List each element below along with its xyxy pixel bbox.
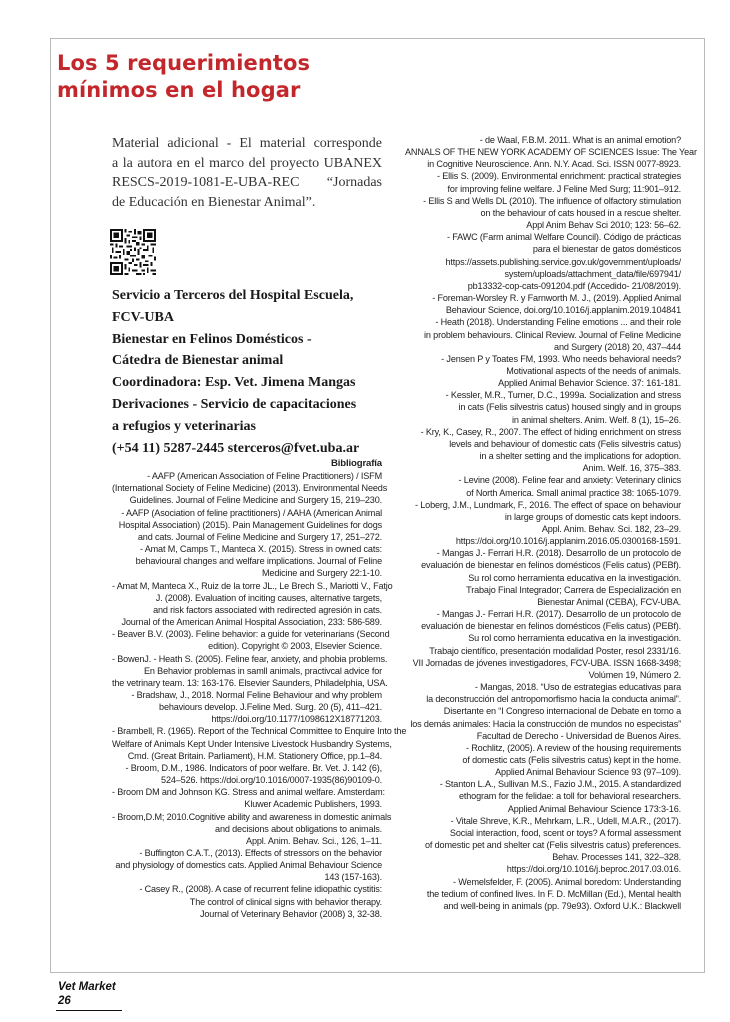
- magazine-name: Vet Market: [58, 981, 116, 993]
- reference-line: - Casey R., (2008). A case of recurrent feline idiopathic cystitis:: [139, 884, 382, 895]
- reference-line: - Rochlitz, (2005). A review of the housing requirements: [465, 742, 681, 753]
- reference-line: - Amat M, Camps T., Manteca X. (2015). Stress in owned cats:: [139, 544, 382, 555]
- reference-line: edition). Copyright © 2003, Elsevier Science.: [208, 641, 382, 652]
- reference-line: The control of clinical signs with behavior therapy.: [189, 896, 382, 907]
- service-line: Bienestar en Felinos Domésticos -: [112, 331, 312, 347]
- reference-line: - Broom,D.M; 2010.Cognitive ability and awareness in domestic animals: [112, 811, 392, 822]
- reference-line: Anim. Welf. 16, 375–383.: [582, 463, 681, 474]
- reference-line: system/uploads/attachment_data/file/697941/: [504, 268, 681, 279]
- footer-divider: [56, 1010, 122, 1011]
- reference-line: para el bienestar de gatos domésticos: [532, 244, 681, 255]
- reference-line: https://assets.publishing.service.gov.uk/government/uploads/: [445, 256, 681, 267]
- reference-line: (International Society of Feline Medicine) (2013). Environmental Needs: [112, 483, 388, 494]
- article-title: [57, 50, 310, 104]
- qr-code-icon: [110, 229, 156, 275]
- bibliography-right-column: [405, 134, 697, 912]
- reference-line: - Wemelsfelder, F. (2005). Animal boredom: Understanding: [453, 876, 681, 887]
- service-contact-block: [112, 285, 392, 459]
- reference-line: Appl. Anim. Behav. Sci., 126, 1–11.: [246, 835, 382, 846]
- reference-line: and well-being in animals (pp. 79e93). Oxford U.K.: Blackwell: [443, 900, 681, 911]
- reference-line: - Broom, D.M., 1986. Indicators of poor welfare. Br. Vet. J. 142 (6),: [125, 762, 382, 773]
- service-line: Cátedra de Bienestar animal: [112, 353, 284, 369]
- reference-line: ANNALS OF THE NEW YORK ACADEMY OF SCIENCES Issue: The Year: [405, 147, 697, 158]
- reference-line: evaluación de bienestar en felinos domésticos (Felis catus) (PEBf).: [421, 560, 681, 571]
- reference-line: and cats. Journal of Feline Medicine and Surgery 17, 251–272.: [137, 531, 382, 542]
- reference-line: - Jensen P y Toates FM, 1993. Who needs behavioral needs?: [441, 353, 681, 364]
- reference-line: J. (2008). Evaluation of inciting causes, alternative targets,: [155, 592, 382, 603]
- reference-line: - AAFP (Asociation of feline practitioners) / AAHA (American Animal: [121, 507, 382, 518]
- reference-line: the tedium of confined lives. In F. D. McMillan (Ed.), Mental health: [426, 888, 681, 899]
- reference-line: - Kessler, M.R., Turner, D.C., 1999a. Socialization and stress: [445, 390, 681, 401]
- service-line: Servicio a Terceros del Hospital Escuela,: [112, 288, 354, 303]
- title-line: Los 5 requerimientos: [57, 51, 311, 75]
- reference-line: - Ellis S and Wells DL (2010). The influence of olfactory stimulation: [423, 195, 681, 206]
- reference-line: https://doi.org/10.1016/j.applanim.2016.05.0300168-1591.: [455, 536, 681, 547]
- reference-line: Social interaction, food, scent or toys? A formal assessment: [449, 827, 681, 838]
- reference-line: ethogram for the felidae: a toll for behavioral researchers.: [458, 791, 681, 802]
- service-line: a refugios y veterinarias: [112, 418, 256, 434]
- reference-line: - Mangas, 2018. “Uso de estrategias educativas para: [474, 682, 681, 693]
- reference-line: Motivational aspects of the needs of animals.: [506, 365, 681, 376]
- reference-line: VII Jornadas de jóvenes investigadores, FCV-UBA. ISSN 1668-3498;: [412, 657, 681, 668]
- reference-line: Journal of the American Animal Hospital Association, 233: 586-589.: [121, 617, 382, 628]
- reference-line: Applied Animal Behaviour Science 173:3-16.: [507, 803, 681, 814]
- reference-line: Behav. Processes 141, 322–328.: [552, 852, 681, 863]
- intro-line: Material adicional - El material corresponde: [112, 136, 382, 151]
- reference-line: - Stanton L.A., Sullivan M.S., Fazio J.M., 2015. A standardized: [439, 779, 681, 790]
- reference-line: Hospital Association) (2015). Pain Management Guidelines for dogs: [118, 519, 382, 530]
- reference-line: Su rol como herramienta educativa en la investigación.: [468, 633, 681, 644]
- page-number: 26: [58, 995, 71, 1007]
- intro-line: a la autora en el marco del proyecto UBANEX: [112, 155, 382, 171]
- reference-line: in problem behaviours. Clinical Review. Journal of Feline Medicine: [424, 329, 681, 340]
- service-line: Derivaciones - Servicio de capacitaciones: [112, 396, 357, 412]
- reference-line: levels and behaviour of domestic cats (Felis silvestris catus): [449, 438, 681, 449]
- intro-line: RESCS-2019-1081-E-UBA-REC “Jornadas: [112, 175, 382, 190]
- reference-line: - Bradshaw, J., 2018. Normal Feline Behaviour and why problem: [131, 689, 382, 700]
- reference-line: evaluación de bienestar en felinos domésticos (Felis catus) (PEBf).: [421, 621, 681, 632]
- reference-line: Medicine and Surgery 22:1-10.: [261, 568, 382, 579]
- reference-line: la deconstrucción del antropomorfismo hacia la conducta animal”.: [426, 694, 681, 705]
- reference-line: Facultad de Derecho - Universidad de Buenos Aires.: [476, 730, 681, 741]
- service-line: FCV-UBA: [112, 309, 174, 325]
- reference-line: behavioural changes and welfare implications. Journal of Feline: [135, 556, 382, 567]
- reference-line: of domestic cats (Felis silvestris catus) kept in the home.: [462, 754, 681, 765]
- reference-line: Appl Anim Behav Sci 2010; 123: 56–62.: [526, 220, 681, 231]
- reference-line: - Loberg, J.M., Lundmark, F., 2016. The effect of space on behaviour: [415, 499, 681, 510]
- reference-line: Su rol como herramienta educativa en la investigación.: [468, 572, 681, 583]
- reference-line: - BowenJ. - Heath S. (2005). Feline fear, anxiety, and phobia problems.: [112, 653, 388, 664]
- reference-line: - Brambell, R. (1965). Report of the Technical Committee to Enquire Into the: [112, 726, 407, 737]
- reference-line: - Mangas J.- Ferrari H.R. (2017). Desarrollo de un protocolo de: [436, 609, 681, 620]
- reference-line: - Beaver B.V. (2003). Feline behavior: a guide for veterinarians (Second: [112, 629, 390, 640]
- reference-line: - Heath (2018). Understanding Feline emotions ... and their role: [435, 317, 681, 328]
- reference-line: - Vitale Shreve, K.R., Mehrkam, L.R., Udell, M.A.R., (2017).: [450, 815, 681, 826]
- reference-line: - FAWC (Farm animal Welfare Council). Código de prácticas: [446, 232, 681, 243]
- reference-line: Cmd. (Great Britain. Parliament), H.M. Stationery Office, pp.1–84.: [127, 750, 382, 761]
- reference-line: Trabajo Final Integrador; Carrera de Especialización en: [466, 584, 681, 595]
- reference-line: in a shelter setting and the implications for adoption.: [479, 451, 681, 462]
- reference-line: in large groups of domestic cats kept indoors.: [504, 511, 681, 522]
- reference-line: in cats (Felis silvestris catus) housed singly and in groups: [458, 402, 681, 413]
- reference-line: Behaviour Science, doi.org/10.1016/j.applanim.2019.104841: [445, 305, 681, 316]
- reference-line: Kluwer Academic Publishers, 1993.: [244, 799, 382, 810]
- reference-line: Applied Animal Behaviour Science 93 (97–109).: [495, 767, 681, 778]
- reference-line: https://doi.org/10.1016/j.beproc.2017.03.016.: [506, 864, 681, 875]
- reference-line: - Ellis S. (2009). Environmental enrichment: practical strategies: [437, 171, 681, 182]
- title-line: mínimos en el hogar: [57, 78, 301, 102]
- reference-line: in Cognitive Neuroscience. Ann. N.Y. Acad. Sci. ISSN 0077-8923.: [427, 159, 681, 170]
- reference-line: Welfare of Animals Kept Under Intensive Livestock Husbandry Systems,: [112, 738, 392, 749]
- reference-line: and Surgery (2018) 20, 437–444: [554, 341, 681, 352]
- reference-line: on the behaviour of cats housed in a rescue shelter.: [480, 207, 681, 218]
- reference-line: - Amat M, Manteca X., Ruiz de la torre JL., Le Brech S., Mariotti V., Fatjo: [112, 580, 393, 591]
- reference-line: Trabajo científico, presentación modalidad Poster, resol 2331/16.: [429, 645, 681, 656]
- reference-line: 524–526. https://doi.org/10.1016/0007-1935(86)90109-0.: [161, 775, 382, 786]
- service-line: (+54 11) 5287-2445 sterceros@fvet.uba.ar: [112, 440, 360, 456]
- reference-line: Appl. Anim. Behav. Sci. 182, 23–29.: [541, 524, 681, 534]
- reference-line: Volúmen 19, Número 2.: [588, 669, 681, 680]
- reference-line: of domestic pet and shelter cat (Felis silvestris catus) preferences.: [424, 840, 681, 851]
- reference-line: En Behavior problemas in samll animals, practivcal advice for: [143, 665, 382, 676]
- reference-line: - Levine (2008). Feline fear and anxiety: Veterinary clinics: [458, 475, 681, 486]
- bibliography-heading: Bibliografía: [331, 458, 382, 469]
- reference-line: - AAFP (American Association of Feline Practitioners) / ISFM: [147, 471, 382, 482]
- reference-line: and physiology of domestics cats. Applied Animal Behaviour Science: [115, 860, 382, 871]
- reference-line: in animal shelters. Anim. Welf. 8 (1), 15–26.: [512, 414, 681, 425]
- reference-line: pb13332-cop-cats-091204.pdf (Accedido- 21/08/2019).: [467, 280, 681, 291]
- reference-line: for improving feline welfare. J Feline Med Surg; 11:901–912.: [447, 183, 681, 194]
- reference-line: - de Waal, F.B.M. 2011. What is an animal emotion?: [479, 135, 681, 145]
- intro-line: de Educación en Bienestar Animal”.: [112, 194, 316, 210]
- reference-line: - Broom DM and Johnson KG. Stress and animal welfare. Amsterdam:: [112, 787, 385, 798]
- reference-line: and risk factors associated with redirected agresión in cats.: [153, 604, 382, 615]
- reference-line: - Buffington C.A.T., (2013). Effects of stressors on the behavior: [139, 848, 382, 858]
- reference-line: the vetrinary team. 13: 163-176. Elsevier Saunders, Philadelphia, USA.: [112, 677, 388, 688]
- reference-line: behaviours develop. J.Feline Med. Surg. 20 (5), 411–421.: [159, 702, 382, 713]
- reference-line: https://doi.org/10.1177/1098612X18771203.: [211, 714, 382, 725]
- reference-line: and decisions about obligations to animals.: [215, 823, 382, 834]
- reference-line: Applied Animal Behavior Science. 37: 161-181.: [498, 378, 681, 389]
- reference-line: 143 (157-163).: [324, 872, 382, 883]
- reference-line: Guidelines. Journal of Feline Medicine and Surgery 15, 219–230.: [129, 495, 382, 506]
- reference-line: los demás animales: Hacia la construcción de mundos no especistas”: [410, 718, 681, 729]
- reference-line: - Foreman-Worsley R. y Farnworth M. J., (2019). Applied Animal: [432, 293, 681, 304]
- service-line: Coordinadora: Esp. Vet. Jimena Mangas: [112, 375, 356, 391]
- reference-line: - Kry, K., Casey, R., 2007. The effect of hiding enrichment on stress: [420, 426, 681, 437]
- intro-paragraph: [112, 134, 382, 212]
- reference-line: Disertante en “I Congreso internacional de Debate en torno a: [443, 706, 681, 717]
- reference-line: Journal of Veterinary Behavior (2008) 3, 32-38.: [199, 908, 382, 919]
- reference-line: - Mangas J.- Ferrari H.R. (2018). Desarrollo de un protocolo de: [436, 548, 681, 559]
- bibliography-right-lines: [405, 134, 697, 912]
- bibliography-left-lines: [112, 470, 407, 920]
- reference-line: of North America. Small animal practice 38: 1065-1079.: [466, 487, 681, 498]
- bibliography-left-column: [112, 458, 407, 920]
- reference-line: Bienestar Animal (CEBA), FCV-UBA.: [537, 596, 681, 607]
